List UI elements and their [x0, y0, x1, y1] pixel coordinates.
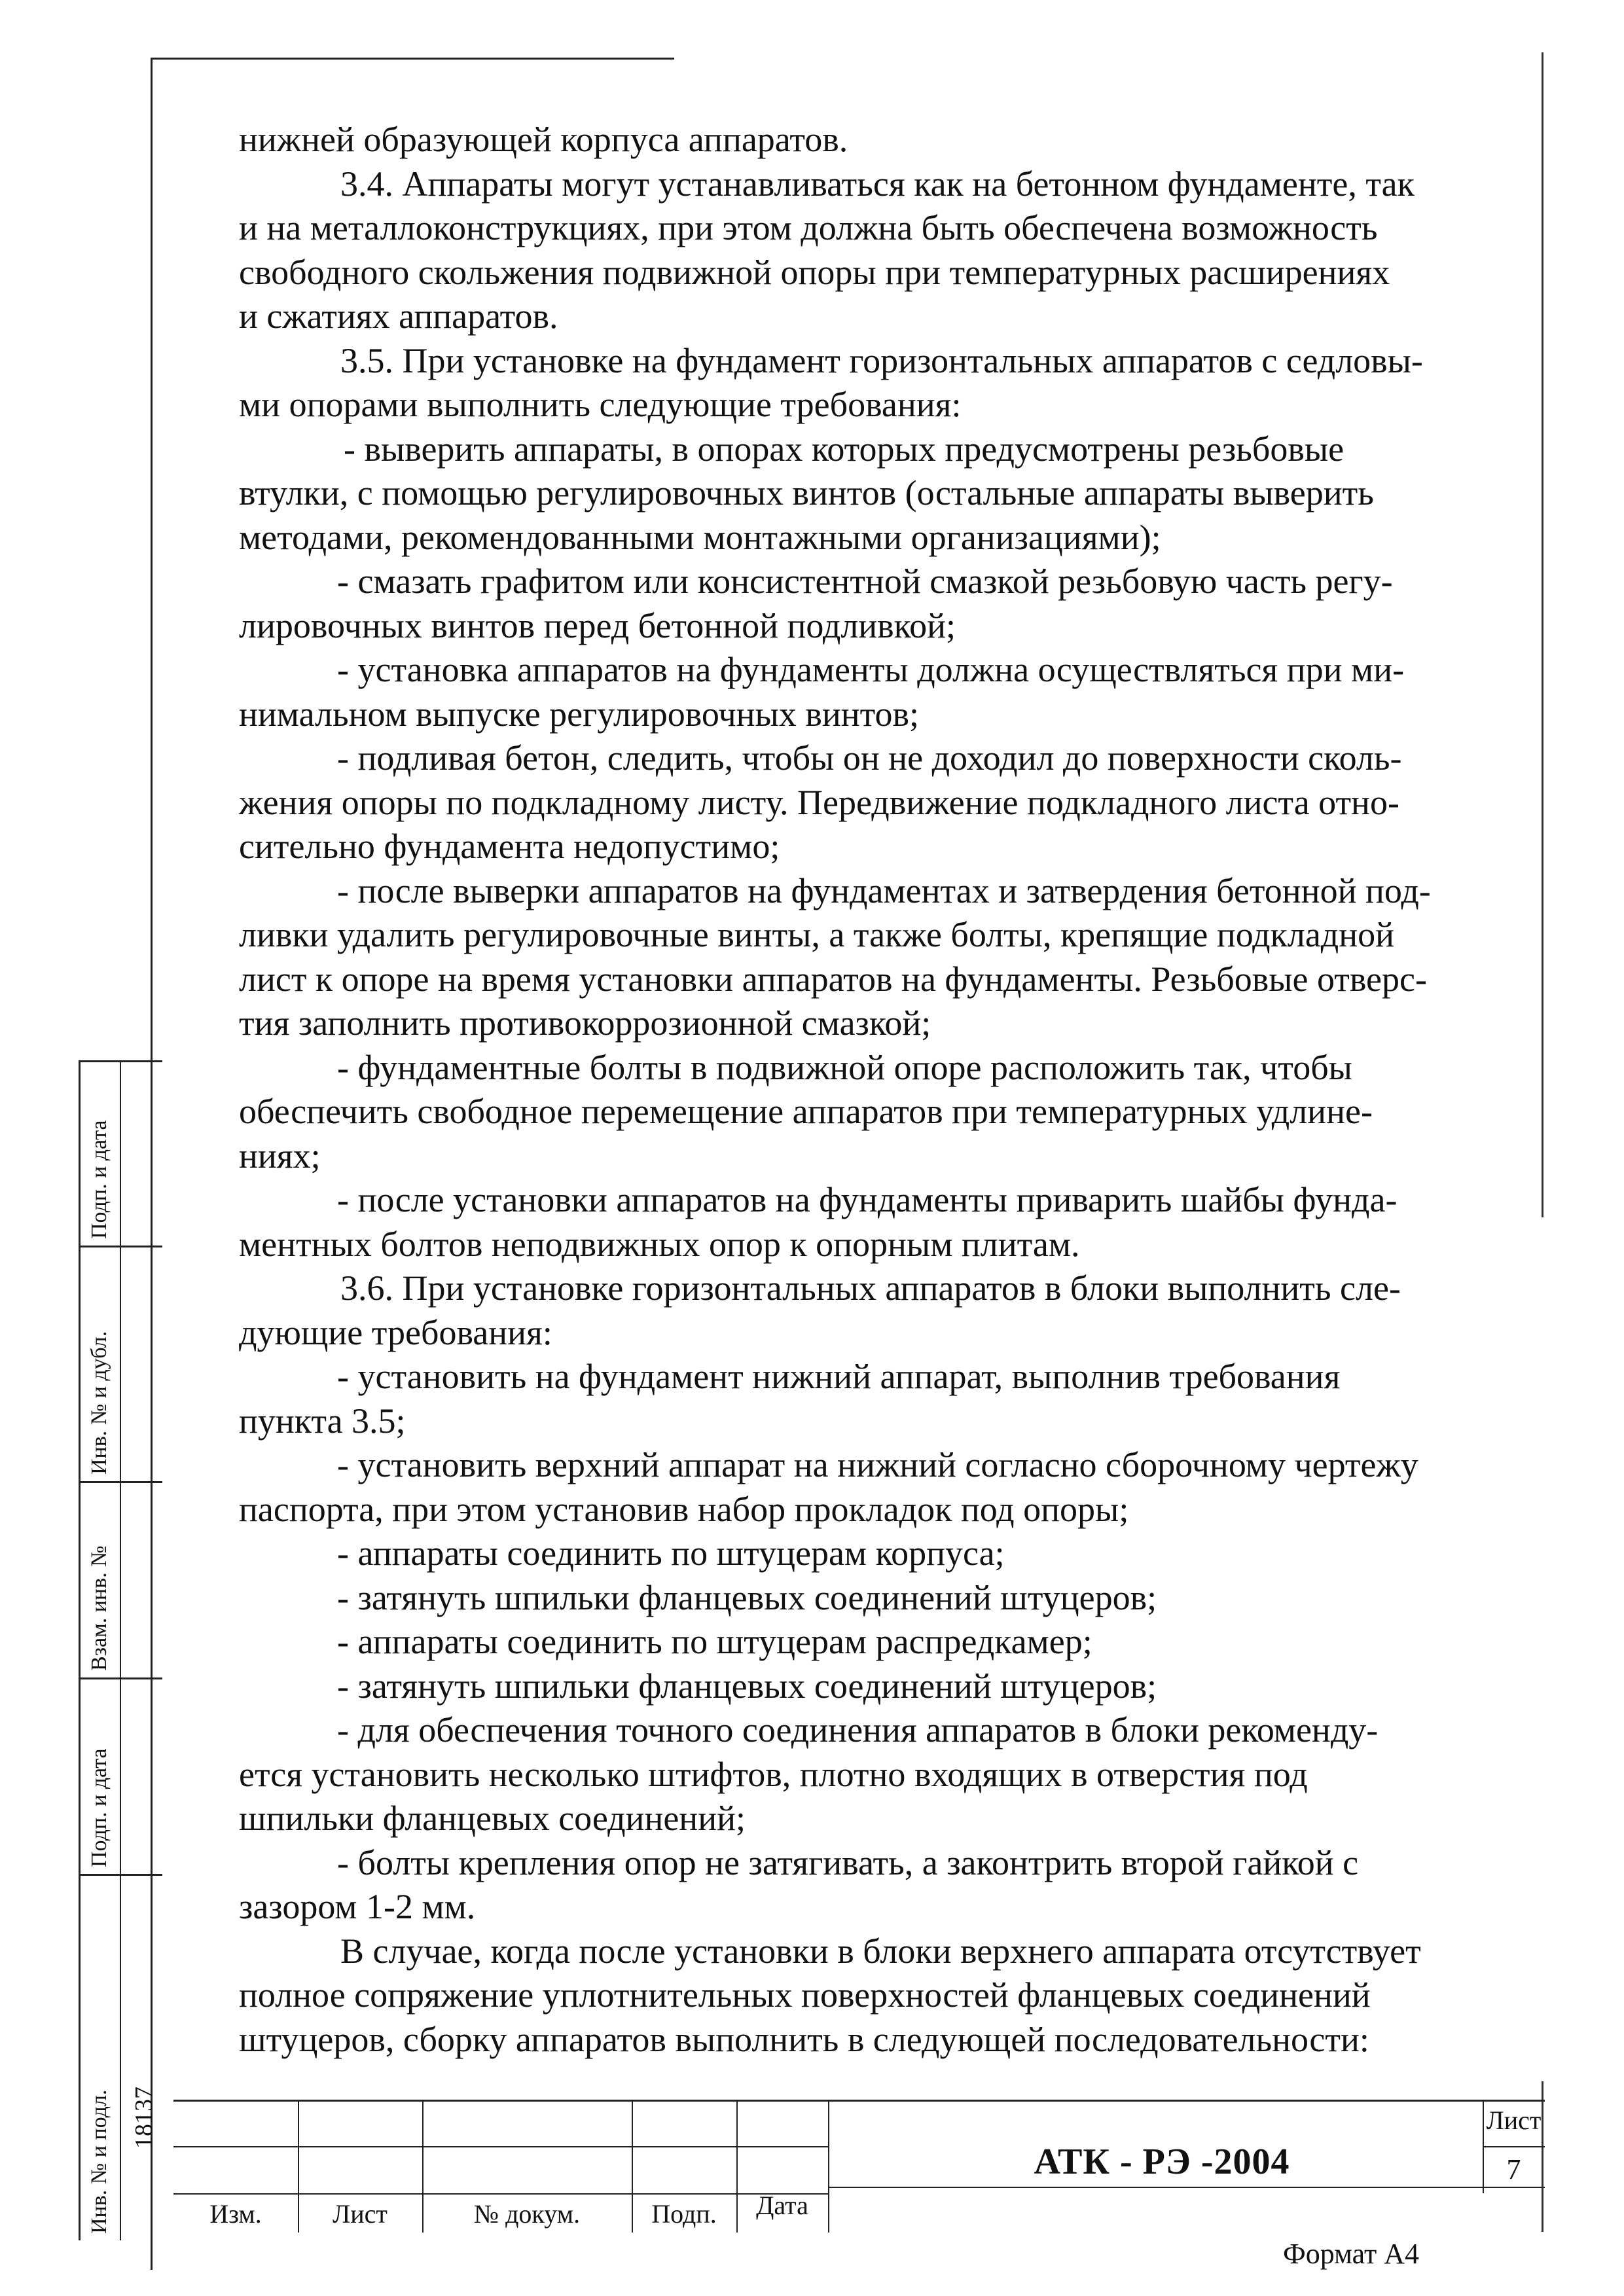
- side-row-divider: [81, 1481, 162, 1483]
- text-line: жения опоры по подкладному листу. Передвижение подкладного листа отно-: [239, 782, 1399, 822]
- sheet-label: Лист: [1486, 2106, 1542, 2135]
- text-line: штуцеров, сборку аппаратов выполнить в следующей последовательности:: [239, 2019, 1369, 2059]
- text-line: - подливая бетон, следить, чтобы он не доходил до поверхности сколь-: [337, 738, 1402, 778]
- text-line: ниях;: [239, 1136, 321, 1175]
- text-line: - затянуть шпильки фланцевых соединений штуцеров;: [337, 1577, 1157, 1617]
- text-line: - болты крепления опор не затягивать, а законтрить второй гайкой с: [337, 1842, 1359, 1882]
- header-nom-dokum: № докум.: [473, 2199, 581, 2229]
- side-column-divider: [120, 1062, 121, 2240]
- text-line: лист к опоре на время установки аппаратов на фундаменты. Резьбовые отверс-: [239, 959, 1427, 999]
- text-line: пункта 3.5;: [239, 1401, 406, 1441]
- text-line: обеспечить свободное перемещение аппаратов при температурных удлине-: [239, 1092, 1373, 1131]
- text-line: лировочных винтов перед бетонной подливкой;: [239, 605, 956, 645]
- side-stamp-column: [79, 1060, 162, 2240]
- title-block: [173, 2100, 1545, 2233]
- title-block-row-line: [1483, 2146, 1545, 2147]
- text-line: - фундаментные болты в подвижной опоре расположить так, чтобы: [337, 1047, 1352, 1087]
- header-list: Лист: [333, 2199, 388, 2229]
- text-line: и на металлоконструкциях, при этом должна быть обеспечена возможность: [239, 208, 1378, 247]
- text-line: В случае, когда после установки в блоки верхнего аппарата отсутствует: [340, 1931, 1421, 1971]
- text-line: зазором 1-2 мм.: [239, 1887, 476, 1926]
- text-line: и сжатиях аппаратов.: [239, 296, 558, 336]
- text-line: шпильки фланцевых соединений;: [239, 1799, 746, 1838]
- text-line: тия заполнить противокоррозионной смазкой;: [239, 1003, 931, 1043]
- format-label: Формат А4: [1283, 2238, 1420, 2270]
- text-line: свободного скольжения подвижной опоры при температурных расширениях: [239, 252, 1390, 292]
- text-line: - после установки аппаратов на фундаменты приварить шайбы фунда-: [337, 1180, 1398, 1219]
- text-line: - для обеспечения точного соединения аппаратов в блоки рекоменду-: [337, 1710, 1379, 1749]
- header-izm: Изм.: [209, 2199, 262, 2229]
- text-line: - после выверки аппаратов на фундаментах и затвердения бетонной под-: [337, 870, 1431, 910]
- text-line: - смазать графитом или консистентной смазкой резьбовую часть регу-: [337, 562, 1393, 601]
- text-line: дующие требования:: [239, 1312, 552, 1352]
- text-line: - установить на фундамент нижний аппарат, выполнив требования: [337, 1357, 1341, 1396]
- body-text: [239, 118, 1542, 2062]
- text-line: - аппараты соединить по штуцерам корпуса;: [337, 1534, 1005, 1573]
- podp-data-label-1: Подп. и дата: [87, 1120, 111, 1239]
- sheet-number: 7: [1506, 2153, 1521, 2185]
- text-line: - установить верхний аппарат на нижний согласно сборочному чертежу: [337, 1445, 1418, 1484]
- text-line: методами, рекомендованными монтажными организациями);: [239, 517, 1161, 557]
- text-line: 3.6. При установке горизонтальных аппаратов в блоки выполнить сле-: [340, 1268, 1401, 1308]
- text-line: - затянуть шпильки фланцевых соединений штуцеров;: [337, 1666, 1157, 1706]
- text-line: втулки, с помощью регулировочных винтов (остальные аппараты выверить: [239, 473, 1374, 512]
- inv-podl-label: Инв. № и подл.: [87, 2089, 111, 2234]
- vzam-inv-label: Взам. инв. №: [87, 1545, 111, 1671]
- document-code: АТК - РЭ -2004: [1034, 2142, 1290, 2182]
- text-line: сительно фундамента недопустимо;: [239, 827, 780, 866]
- frame-right-border: [1542, 52, 1543, 1217]
- text-line: - аппараты соединить по штуцерам распредкамер;: [337, 1622, 1092, 1661]
- text-line: 3.5. При установке на фундамент горизонтальных аппаратов с седловы-: [340, 340, 1423, 380]
- text-line: ливки удалить регулировочные винты, а также болты, крепящие подкладной: [239, 915, 1395, 954]
- header-podp: Подп.: [651, 2199, 717, 2229]
- text-line: - выверить аппараты, в опорах которых предусмотрены резьбовые: [344, 429, 1344, 469]
- podp-data-label-2: Подп. и дата: [87, 1748, 111, 1867]
- header-data: Дата: [756, 2191, 808, 2220]
- text-line: полное сопряжение уплотнительных поверхностей фланцевых соединений: [239, 1975, 1371, 2015]
- text-line: паспорта, при этом установив набор прокладок под опоры;: [239, 1489, 1129, 1529]
- text-line: - установка аппаратов на фундаменты должна осуществляться при ми-: [337, 650, 1405, 689]
- text-line: 3.4. Аппараты могут устанавливаться как на бетонном фундаменте, так: [340, 164, 1415, 204]
- frame-top-border: [151, 58, 674, 60]
- side-row-divider: [81, 1677, 162, 1679]
- text-line: ется установить несколько штифтов, плотно входящих в отверстия под: [239, 1754, 1308, 1794]
- text-line: ментных болтов неподвижных опор к опорным плитам.: [239, 1224, 1080, 1264]
- text-line: нижней образующей корпуса аппаратов.: [239, 120, 848, 159]
- side-row-divider: [81, 1246, 162, 1247]
- side-row-divider: [81, 1874, 162, 1876]
- text-line: ми опорами выполнить следующие требования:: [239, 385, 962, 424]
- text-line: нимальном выпуске регулировочных винтов;: [239, 694, 919, 734]
- inv-podl-value: 18137: [130, 2087, 158, 2149]
- inv-dubl-label: Инв. № и дубл.: [87, 1331, 111, 1475]
